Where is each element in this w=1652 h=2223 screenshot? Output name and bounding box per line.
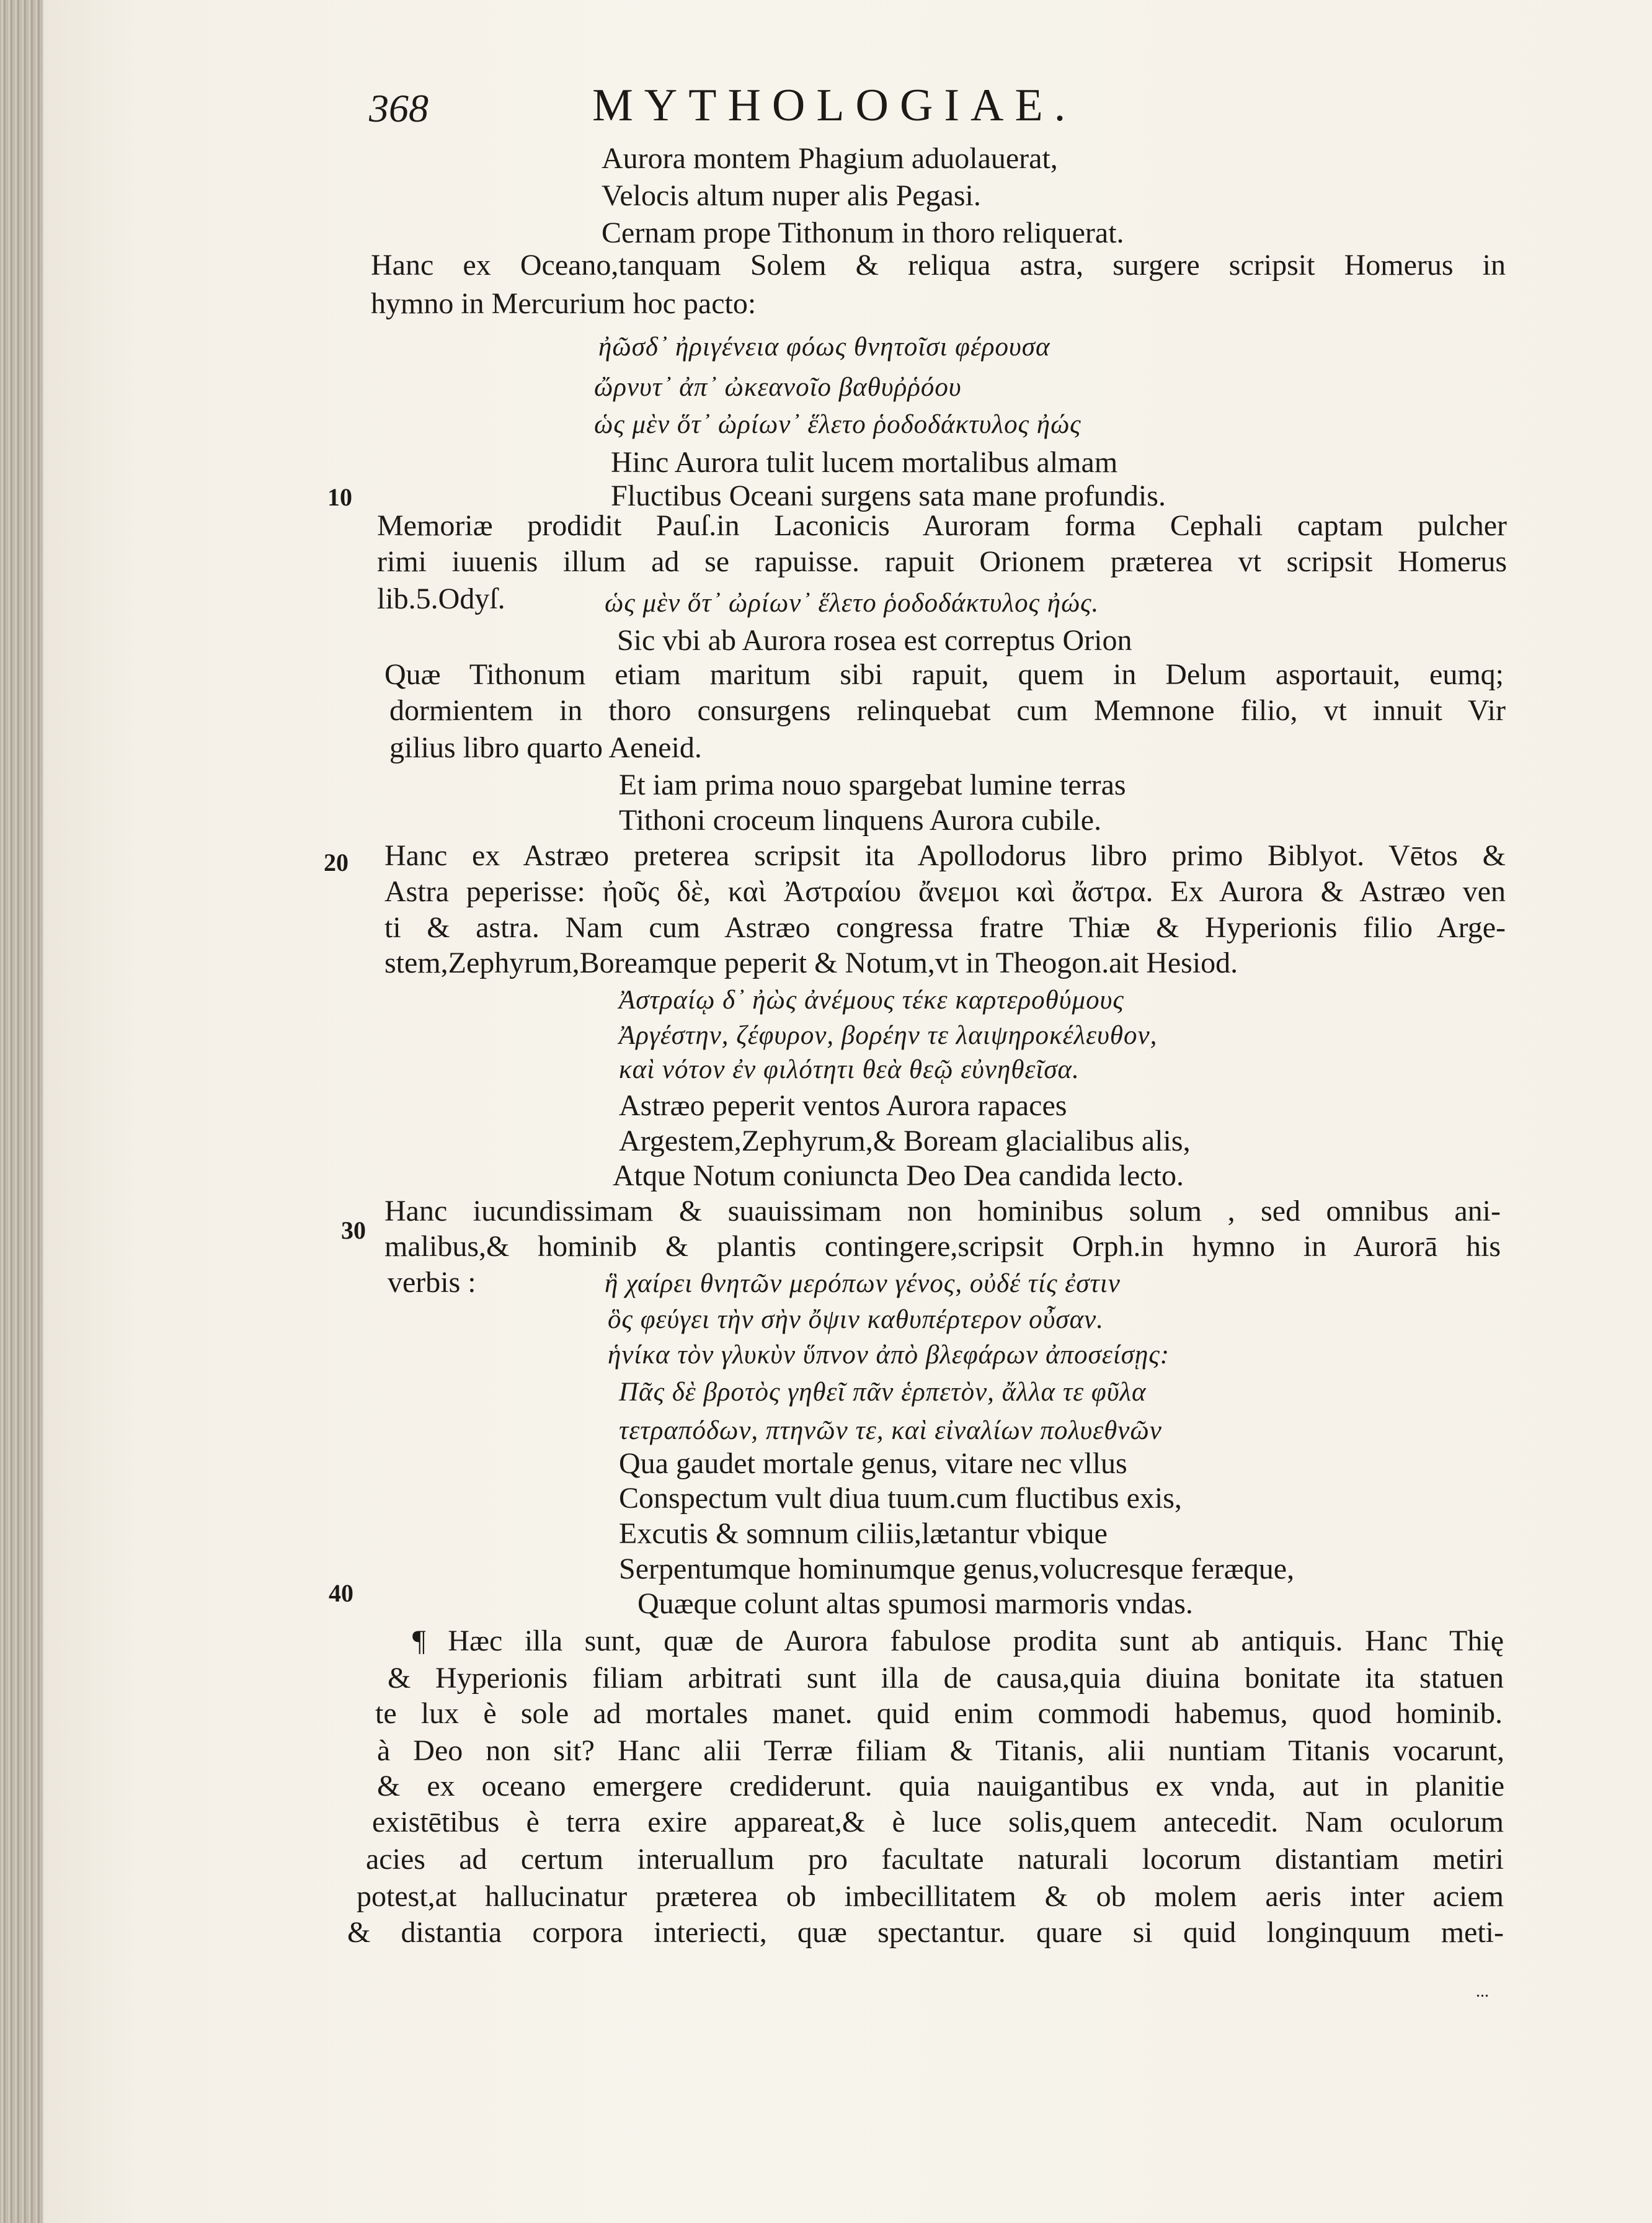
catchword: ...: [1476, 1982, 1489, 2001]
prose-line: gilius libro quarto Aeneid.: [389, 731, 702, 764]
verse-line: Cernam prope Tithonum in thoro reliquerat.: [602, 216, 1124, 249]
prose-line: Astra peperisse: ἠοῦς δὲ, καὶ Ἀστραίου ἄνεμοι καὶ ἄστρα. Ex Aurora & Astræo ven: [384, 875, 1506, 908]
verse-line: Quæque colunt altas spumosi marmoris vndas.: [637, 1587, 1193, 1620]
greek-line: ἣ χαίρει θνητῶν μερόπων γένος, οὐδέ τίς ἐστιν: [605, 1269, 1121, 1298]
verse-line: Hinc Aurora tulit lucem mortalibus almam: [611, 446, 1118, 479]
prose-line: Memoriæ prodidit Pauſ.in Laconicis Auroram forma Cephali captam pulcher: [377, 509, 1507, 542]
verse-line: Tithoni croceum linquens Aurora cubile.: [619, 804, 1102, 837]
verse-line: Conspectum vult diua tuum.cum fluctibus exis,: [619, 1482, 1182, 1515]
verse-line: Argestem,Zephyrum,& Boream glacialibus alis,: [619, 1125, 1191, 1157]
margin-number: 20: [324, 849, 349, 876]
prose-line: acies ad certum interuallum pro facultate naturali locorum distantiam metiri: [366, 1843, 1504, 1876]
prose-line: te lux è sole ad mortales manet. quid enim commodi habemus, quod hominib.: [375, 1697, 1503, 1730]
prose-line: verbis :: [388, 1266, 476, 1299]
prose-line: & ex oceano emergere crediderunt. quia nauigantibus ex vnda, aut in planitie: [377, 1770, 1504, 1802]
prose-line: ¶ Hæc illa sunt, quæ de Aurora fabulose prodita sunt ab antiquis. Hanc Thię: [412, 1624, 1504, 1657]
greek-line: ὃς φεύγει τὴν σὴν ὄψιν καθυπέρτερον οὖσαν.: [608, 1305, 1104, 1334]
prose-line: Hanc iucundissimam & suauissimam non hominibus solum , sed omnibus ani-: [384, 1195, 1501, 1227]
prose-line: potest,at hallucinatur præterea ob imbecillitatem & ob molem aeris inter aciem: [357, 1880, 1504, 1913]
greek-line: τετραπόδων, πτηνῶν τε, καὶ εἰναλίων πολυεθνῶν: [619, 1416, 1162, 1445]
verse-line: Aurora montem Phagium aduolauerat,: [602, 142, 1058, 175]
page-number: 368: [369, 86, 429, 130]
prose-line: à Deo non sit? Hanc alii Terræ filiam & Titanis, alii nuntiam Titanis vocarunt,: [377, 1734, 1504, 1767]
greek-line: ὡς μὲν ὅτ᾽ ὠρίων᾽ ἕλετο ῥοδοδάκτυλος ἠώς.: [605, 589, 1099, 618]
verse-line: Excutis & somnum ciliis,lætantur vbique: [619, 1517, 1108, 1550]
running-title: MYTHOLOGIAE.: [592, 80, 1077, 131]
verse-line: Et iam prima nouo spargebat lumine terras: [619, 768, 1126, 801]
greek-line: Πᾶς δὲ βροτὸς γηθεῖ πᾶν ἑρπετὸν, ἄλλα τε φῦλα: [619, 1378, 1147, 1407]
prose-line: Hanc ex Oceano,tanquam Solem & reliqua astra, surgere scripsit Homerus in: [371, 249, 1506, 282]
greek-line: ἠῶσδ᾽ ἠριγένεια φόως θνητοῖσι φέρουσα: [598, 332, 1050, 362]
greek-line: ὡς μὲν ὅτ᾽ ὠρίων᾽ ἕλετο ῥοδοδάκτυλος ἠώς: [594, 410, 1081, 439]
prose-line: rimi iuuenis illum ad se rapuisse. rapuit Orionem præterea vt scripsit Homerus: [377, 545, 1507, 578]
prose-line: stem,Zephyrum,Boreamque peperit & Notum,vt in Theogon.ait Hesiod.: [384, 947, 1238, 979]
verse-line: Sic vbi ab Aurora rosea est correptus Orion: [617, 624, 1132, 657]
prose-line: Quæ Tithonum etiam maritum sibi rapuit, quem in Delum asportauit, eumq;: [384, 658, 1504, 691]
prose-line: dormientem in thoro consurgens relinquebat cum Memnone filio, vt innuit Vir: [389, 694, 1506, 727]
show-through-text: [1246, 74, 1631, 1563]
verse-line: Serpentumque hominumque genus,volucresque feræque,: [619, 1553, 1295, 1585]
verse-line: Atque Notum coniuncta Deo Dea candida lecto.: [613, 1159, 1184, 1192]
greek-line: καὶ νότον ἐν φιλότητι θεὰ θεῷ εὐνηθεῖσα.: [619, 1055, 1080, 1084]
verse-line: Astræo peperit ventos Aurora rapaces: [619, 1089, 1067, 1122]
prose-line: Hanc ex Astræo preterea scripsit ita Apollodorus libro primo Biblyot. Vētos &: [384, 839, 1506, 872]
prose-line: existētibus è terra exire appareat,& è luce solis,quem antecedit. Nam oculorum: [372, 1806, 1504, 1838]
prose-line: ti & astra. Nam cum Astræo congressa fratre Thiæ & Hyperionis filio Arge-: [384, 911, 1506, 944]
margin-number: 40: [329, 1579, 353, 1607]
greek-line: ὤρνυτ᾽ ἀπ᾽ ὠκεανοῖο βαθυῤῥόου: [594, 373, 962, 402]
prose-line: & distantia corpora interiecti, quæ spectantur. quare si quid longinquum meti-: [347, 1916, 1504, 1949]
greek-line: Ἀστραίῳ δ᾽ ἠὼς ἀνέμους τέκε καρτεροθύμους: [619, 986, 1124, 1015]
prose-line: malibus,& hominib & plantis contingere,scripsit Orph.in hymno in Aurorā his: [384, 1230, 1501, 1263]
greek-line: Ἀργέστην, ζέφυρον, βορέην τε λαιψηροκέλευθον,: [619, 1021, 1158, 1050]
book-binding: [0, 0, 43, 2223]
prose-line: & Hyperionis filiam arbitrati sunt illa de causa,quia diuina bonitate ita statuen: [388, 1662, 1504, 1695]
verse-line: Fluctibus Oceani surgens sata mane profundis.: [611, 479, 1166, 512]
margin-number: 30: [341, 1216, 366, 1244]
margin-number: 10: [327, 483, 352, 511]
prose-line: lib.5.Odyſ.: [377, 582, 505, 615]
verse-line: Qua gaudet mortale genus, vitare nec vllus: [619, 1447, 1127, 1480]
greek-line: ἡνίκα τὸν γλυκὺν ὕπνον ἀπὸ βλεφάρων ἀποσείσῃς:: [608, 1340, 1170, 1370]
prose-line: hymno in Mercurium hoc pacto:: [371, 287, 757, 320]
verse-line: Velocis altum nuper alis Pegasi.: [602, 179, 981, 212]
